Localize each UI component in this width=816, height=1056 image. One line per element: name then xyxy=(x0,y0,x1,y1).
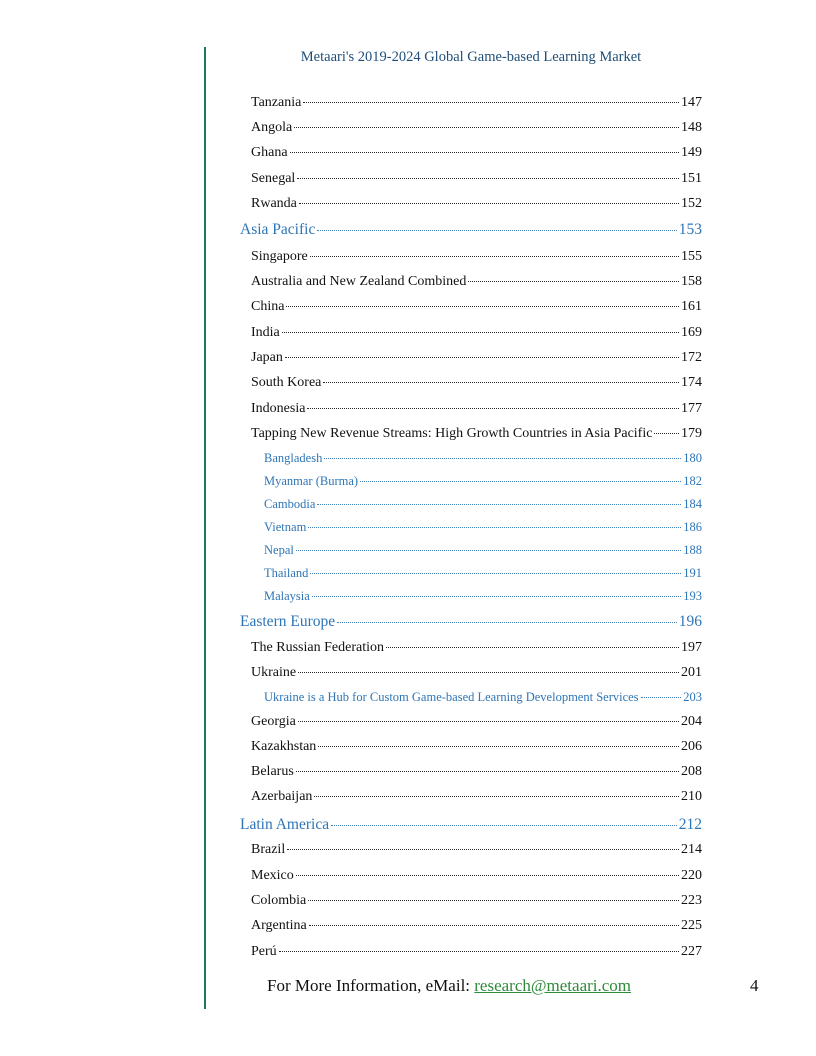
toc-entry[interactable] xyxy=(251,95,702,111)
toc-entry[interactable] xyxy=(251,426,702,442)
toc-entry-label: Latin America xyxy=(240,816,330,833)
toc-entry-label: Brazil xyxy=(251,842,286,857)
toc-entry-label: Singapore xyxy=(251,249,308,264)
toc-subentry[interactable] xyxy=(264,520,702,535)
toc-entry[interactable] xyxy=(251,868,702,884)
toc-page-number: 179 xyxy=(681,426,702,441)
toc-entry[interactable] xyxy=(251,764,702,780)
toc-entry[interactable] xyxy=(251,274,702,290)
toc-page-number: 158 xyxy=(681,274,702,289)
toc-entry-label: Georgia xyxy=(251,714,296,729)
toc-entry-label: Myanmar (Burma) xyxy=(264,474,359,488)
toc-page-number: 174 xyxy=(681,375,702,390)
toc-entry[interactable] xyxy=(251,842,702,858)
dot-leader xyxy=(337,622,677,623)
toc-entry-label: Tapping New Revenue Streams: High Growth Countries in Asia Pacific xyxy=(251,426,653,441)
toc-page-number: 188 xyxy=(683,543,702,557)
toc-page-number: 197 xyxy=(681,640,702,655)
dot-leader xyxy=(314,796,679,797)
toc-entry-label: Asia Pacific xyxy=(240,221,316,238)
toc-subentry[interactable] xyxy=(264,589,702,604)
toc-page-number: 169 xyxy=(681,325,702,340)
dot-leader xyxy=(290,152,679,153)
toc-entry[interactable] xyxy=(251,375,702,391)
dot-leader xyxy=(303,102,679,103)
toc-page-number: 225 xyxy=(681,918,702,933)
toc-entry-label: Belarus xyxy=(251,764,294,779)
toc-entry-label: Perú xyxy=(251,944,277,959)
toc-subentry[interactable] xyxy=(264,497,702,512)
dot-leader xyxy=(294,127,679,128)
toc-page-number: 184 xyxy=(683,497,702,511)
toc-section-heading[interactable] xyxy=(240,816,702,834)
toc-page-number: 196 xyxy=(678,613,702,630)
dot-leader xyxy=(298,721,679,722)
dot-leader xyxy=(309,925,679,926)
toc-entry[interactable] xyxy=(251,401,702,417)
dot-leader xyxy=(282,332,679,333)
toc-entry[interactable] xyxy=(251,918,702,934)
toc-entry-label: Senegal xyxy=(251,171,296,186)
toc-page-number: 161 xyxy=(681,299,702,314)
dot-leader xyxy=(299,203,679,204)
toc-page-number: 208 xyxy=(681,764,702,779)
dot-leader xyxy=(308,900,679,901)
dot-leader xyxy=(308,527,681,528)
toc-page-number: 147 xyxy=(681,95,702,110)
toc-entry[interactable] xyxy=(251,145,702,161)
dot-leader xyxy=(310,256,679,257)
dot-leader xyxy=(324,458,681,459)
toc-page-number: 201 xyxy=(681,665,702,680)
email-link[interactable]: research@metaari.com xyxy=(474,976,632,995)
page-number: 4 xyxy=(750,976,759,995)
page-header-title: Metaari's 2019-2024 Global Game-based Learning Market xyxy=(300,49,642,65)
toc-entry[interactable] xyxy=(251,665,702,681)
dot-leader xyxy=(297,178,679,179)
toc-entry[interactable] xyxy=(251,640,702,656)
toc-page-number: 182 xyxy=(683,474,702,488)
toc-entry-label: Ukraine xyxy=(251,665,297,680)
toc-entry-label: Ukraine is a Hub for Custom Game-based Learning Development Services xyxy=(264,690,639,704)
toc-entry[interactable] xyxy=(251,120,702,136)
toc-subentry[interactable] xyxy=(264,474,702,489)
toc-entry-label: Vietnam xyxy=(264,520,307,534)
dot-leader xyxy=(317,504,681,505)
toc-page-number: 191 xyxy=(683,566,702,580)
toc-entry[interactable] xyxy=(251,350,702,366)
toc-entry[interactable] xyxy=(251,196,702,212)
footer-text: For More Information, eMail: xyxy=(267,976,475,995)
toc-entry[interactable] xyxy=(251,171,702,187)
toc-page-number: 206 xyxy=(681,739,702,754)
toc-page-number: 203 xyxy=(683,690,702,704)
dot-leader xyxy=(317,230,676,231)
dot-leader xyxy=(654,433,679,434)
toc-page-number: 177 xyxy=(681,401,702,416)
dot-leader xyxy=(331,825,677,826)
dot-leader xyxy=(312,596,681,597)
toc-entry-label: Azerbaijan xyxy=(251,789,313,804)
toc-section-heading[interactable] xyxy=(240,221,702,239)
toc-page-number: 148 xyxy=(681,120,702,135)
toc-entry[interactable] xyxy=(251,325,702,341)
toc-subentry[interactable] xyxy=(264,543,702,558)
toc-page-number: 153 xyxy=(678,221,702,238)
toc-entry-label: Colombia xyxy=(251,893,307,908)
toc-page-number: 151 xyxy=(681,171,702,186)
toc-entry-label: Rwanda xyxy=(251,196,297,211)
dot-leader xyxy=(287,849,679,850)
toc-page-number: 172 xyxy=(681,350,702,365)
toc-page-number: 214 xyxy=(681,842,702,857)
toc-entry-label: Malaysia xyxy=(264,589,310,603)
toc-entry[interactable] xyxy=(251,944,702,960)
toc-entry-label: China xyxy=(251,299,285,314)
toc-page-number: 186 xyxy=(683,520,702,534)
toc-entry-label: Argentina xyxy=(251,918,307,933)
dot-leader xyxy=(296,550,681,551)
toc-entry-label: Cambodia xyxy=(264,497,316,511)
dot-leader xyxy=(279,951,679,952)
dot-leader xyxy=(641,697,682,698)
toc-entry[interactable] xyxy=(251,249,702,265)
toc-entry-label: Australia and New Zealand Combined xyxy=(251,274,467,289)
dot-leader xyxy=(318,746,679,747)
toc-page-number: 204 xyxy=(681,714,702,729)
dot-leader xyxy=(307,408,679,409)
toc-page-number: 152 xyxy=(681,196,702,211)
toc-entry-label: The Russian Federation xyxy=(251,640,384,655)
toc-entry-label: Kazakhstan xyxy=(251,739,317,754)
dot-leader xyxy=(286,306,679,307)
footer-contact xyxy=(267,976,631,996)
toc-entry-label: Thailand xyxy=(264,566,309,580)
dot-leader xyxy=(386,647,679,648)
toc-subentry[interactable] xyxy=(264,566,702,581)
toc-entry[interactable] xyxy=(251,739,702,755)
toc-entry-label: India xyxy=(251,325,280,340)
toc-page-number: 210 xyxy=(681,789,702,804)
dot-leader xyxy=(468,281,679,282)
toc-entry[interactable] xyxy=(251,789,702,805)
toc-page-number: 180 xyxy=(683,451,702,465)
toc-entry[interactable] xyxy=(251,893,702,909)
toc-entry-label: Nepal xyxy=(264,543,294,557)
toc-entry-label: Eastern Europe xyxy=(240,613,336,630)
dot-leader xyxy=(296,771,679,772)
dot-leader xyxy=(310,573,681,574)
toc-entry-label: Bangladesh xyxy=(264,451,323,465)
dot-leader xyxy=(296,875,679,876)
dot-leader xyxy=(323,382,679,383)
toc-section-heading[interactable] xyxy=(240,613,702,631)
toc-page-number: 193 xyxy=(683,589,702,603)
toc-entry-label: Mexico xyxy=(251,868,294,883)
toc-page-number: 223 xyxy=(681,893,702,908)
toc-subentry[interactable] xyxy=(264,690,702,705)
toc-entry-label: Ghana xyxy=(251,145,288,160)
toc-entry[interactable] xyxy=(251,714,702,730)
toc-page-number: 227 xyxy=(681,944,702,959)
toc-entry[interactable] xyxy=(251,299,702,315)
toc-subentry[interactable] xyxy=(264,451,702,466)
dot-leader xyxy=(285,357,679,358)
toc-page-number: 220 xyxy=(681,868,702,883)
dot-leader xyxy=(360,481,681,482)
toc-entry-label: Angola xyxy=(251,120,293,135)
toc-entry-label: South Korea xyxy=(251,375,322,390)
dot-leader xyxy=(298,672,679,673)
toc-entry-label: Indonesia xyxy=(251,401,306,416)
toc-page-number: 149 xyxy=(681,145,702,160)
toc-page-number: 155 xyxy=(681,249,702,264)
toc-entry-label: Tanzania xyxy=(251,95,302,110)
toc-page-number: 212 xyxy=(678,816,702,833)
toc-entry-label: Japan xyxy=(251,350,283,365)
